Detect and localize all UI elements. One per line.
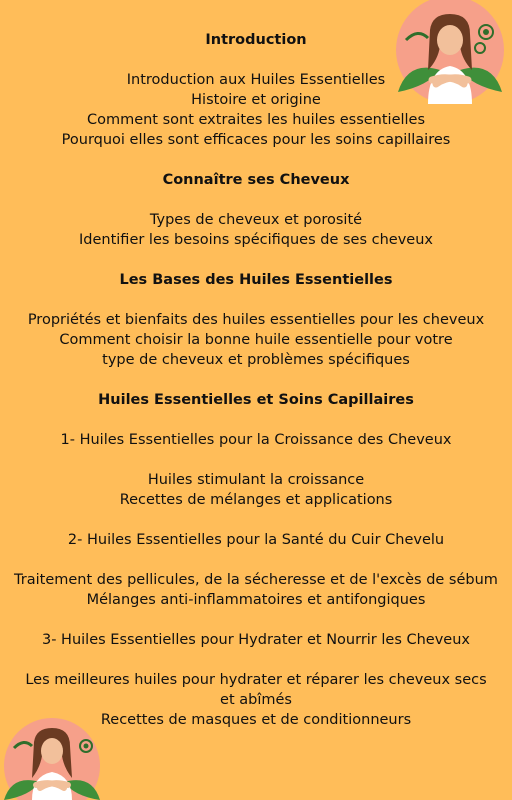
list-item: Types de cheveux et porosité (149, 212, 363, 228)
list-item: Traitement des pellicules, de la sécheresse et de l'excès de sébum (14, 572, 498, 588)
table-of-contents (0, 30, 512, 730)
list-item: Recettes de masques et de conditionneurs (100, 712, 412, 728)
section-heading-introduction: Introduction (205, 32, 307, 48)
list-item: Propriétés et bienfaits des huiles essentielles pour les cheveux (27, 312, 485, 328)
list-item: Pourquoi elles sont efficaces pour les soins capillaires (61, 132, 451, 148)
section-heading-cheveux: Connaître ses Cheveux (162, 172, 350, 188)
list-item: Comment choisir la bonne huile essentielle pour votre type de cheveux et problèmes spécifiques (59, 332, 453, 368)
list-item: Identifier les besoins spécifiques de ses cheveux (79, 232, 433, 248)
list-item: Comment sont extraites les huiles essentielles (86, 112, 426, 128)
list-item: Mélanges anti-inflammatoires et antifongiques (86, 592, 426, 608)
list-item: Huiles stimulant la croissance (147, 472, 365, 488)
self-care-illustration-bottom (0, 718, 106, 800)
list-item: Les meilleures huiles pour hydrater et réparer les cheveux secs et abîmés (25, 672, 487, 708)
list-item: Introduction aux Huiles Essentielles (126, 72, 386, 88)
section-heading-soins: Huiles Essentielles et Soins Capillaires (98, 392, 414, 408)
list-item: Recettes de mélanges et applications (119, 492, 393, 508)
subsection-title: 1- Huiles Essentielles pour la Croissance des Cheveux (60, 432, 452, 448)
section-heading-bases: Les Bases des Huiles Essentielles (119, 272, 393, 288)
subsection-title: 2- Huiles Essentielles pour la Santé du Cuir Chevelu (67, 532, 445, 548)
list-item: Histoire et origine (191, 92, 321, 108)
subsection-title: 3- Huiles Essentielles pour Hydrater et Nourrir les Cheveux (41, 632, 471, 648)
